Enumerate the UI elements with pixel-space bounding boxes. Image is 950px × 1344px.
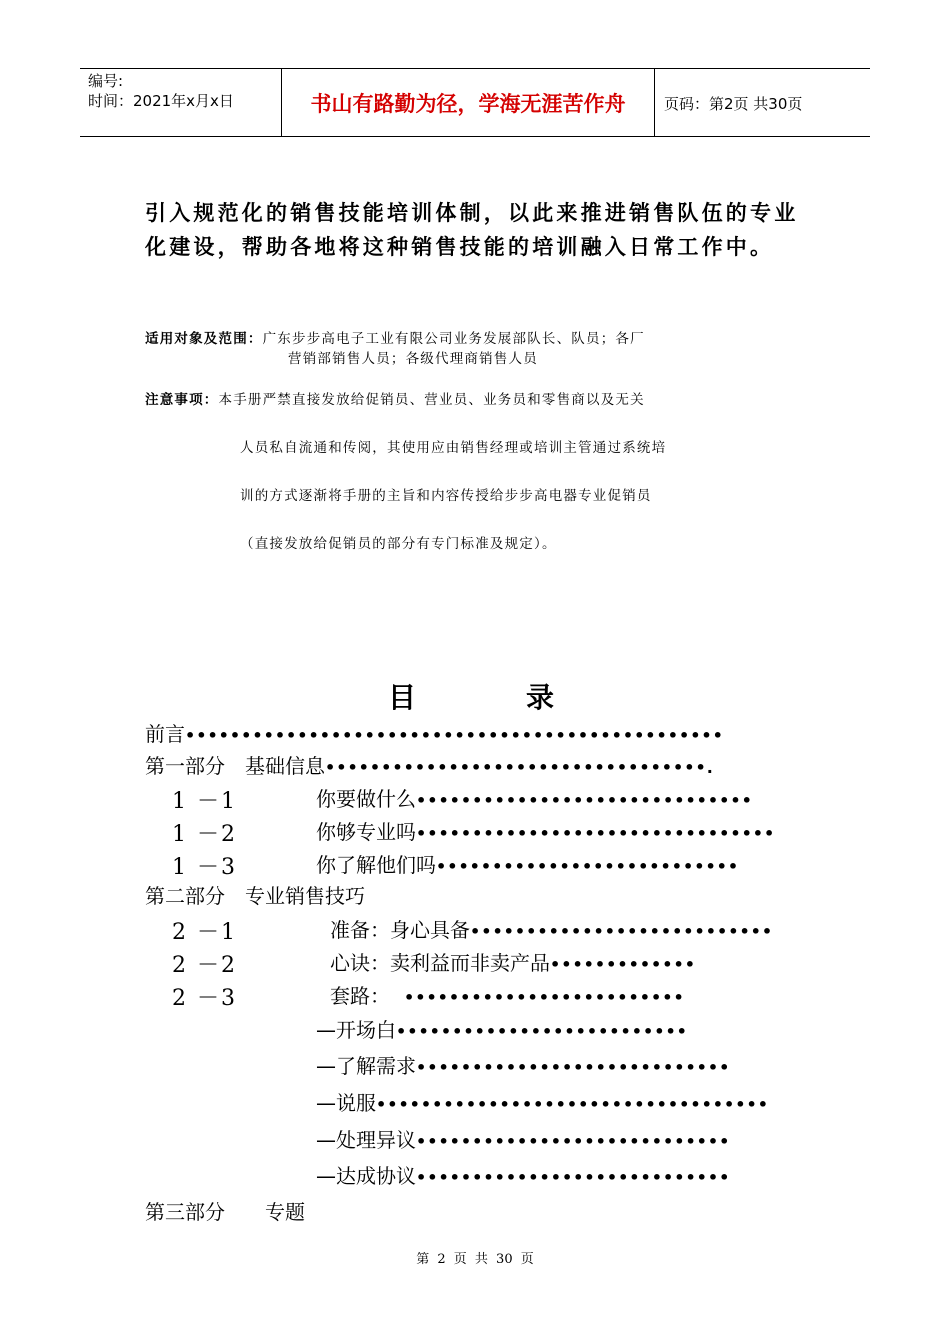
notice-label: 注意事项： <box>145 392 219 408</box>
scope-line-1 <box>145 327 645 347</box>
toc-leader-dots: ••••••••••••••••••••••••••• <box>470 922 774 941</box>
toc-item[interactable] <box>316 851 739 879</box>
toc-leader-dots: •••••••••••••••••••••••••••••••••••••••••••••••• <box>185 726 724 745</box>
toc-item[interactable] <box>316 1016 688 1044</box>
toc-item[interactable] <box>330 916 773 944</box>
toc-item-number: 1 －2 <box>172 822 237 847</box>
toc-item-number: 2 －1 <box>172 920 237 945</box>
toc-item-label: 第二部分 专业销售技巧 <box>145 884 365 908</box>
toc-leader-dots: ••••••••••••••••••••••••• <box>404 988 685 1007</box>
header-divider-2 <box>654 68 655 136</box>
notice-line-1 <box>145 388 645 408</box>
toc-item-number: 1 －3 <box>172 855 237 880</box>
toc-leader-dots: ••••••••••••••••••••••••••••••••••. <box>325 758 714 777</box>
scope-label: 适用对象及范围： <box>145 331 263 347</box>
toc-item-label: —达成协议 <box>316 1164 416 1188</box>
toc-item-label: 套路： <box>330 984 390 1008</box>
toc-item[interactable] <box>316 1052 730 1080</box>
header-top-rule <box>80 68 870 69</box>
toc-leader-dots: •••••••••••••••••••••••••••• <box>416 1132 731 1151</box>
toc-item-number: 1 －1 <box>172 789 237 814</box>
toc-title-right: 录 <box>526 681 555 714</box>
toc-item-label: 准备：身心具备 <box>330 918 470 942</box>
toc-item-number: 2 －3 <box>172 986 237 1011</box>
toc-item[interactable] <box>145 752 714 780</box>
toc-leader-dots: •••••••••••••••••••••••••• <box>396 1022 688 1041</box>
toc-item[interactable] <box>316 1089 769 1117</box>
toc-leader-dots: •••••••••••••••••••••••••••••• <box>416 791 753 810</box>
toc-title-left: 目 <box>388 681 417 714</box>
toc-item-label: 心诀：卖利益而非卖产品 <box>330 951 550 975</box>
toc-item-label: 你了解他们吗 <box>316 853 436 877</box>
toc-leader-dots: ••••••••••••••••••••••••••• <box>436 857 740 876</box>
toc-item[interactable] <box>316 785 753 813</box>
toc-item-label: 第一部分 基础信息 <box>145 754 325 778</box>
toc-leader-dots: •••••••••••••••••••••••••••• <box>416 1058 731 1077</box>
toc-leader-dots: ••••••••••••• <box>550 955 696 974</box>
intro-paragraph: 引入规范化的销售技能培训体制，以此来推进销售队伍的专业化建设，帮助各地将这种销售技能的培训融入日常工作中。 <box>145 201 799 259</box>
toc-item[interactable] <box>145 720 724 748</box>
toc-leader-dots: •••••••••••••••••••••••••••• <box>416 1168 731 1187</box>
header-date-label: 时间：2021年x月x日 <box>88 92 234 110</box>
toc-item-label: —开场白 <box>316 1018 396 1042</box>
toc-item[interactable] <box>330 949 696 977</box>
notice-line-3: 训的方式逐渐将手册的主旨和内容传授给步步高电器专业促销员 <box>240 488 652 504</box>
toc-item[interactable] <box>145 1198 305 1226</box>
notice-text-1: 本手册严禁直接发放给促销员、营业员、业务员和零售商以及无关 <box>218 392 645 408</box>
header-motto: 书山有路勤为径，学海无涯苦作舟 <box>310 92 626 116</box>
toc-item-label: 前言 <box>145 722 185 746</box>
header-number-label: 编号: <box>88 72 124 90</box>
header-bottom-rule <box>80 136 870 137</box>
toc-item-label: 你要做什么 <box>316 787 416 811</box>
toc-item-number: 2 －2 <box>172 953 237 978</box>
toc-item-label: —了解需求 <box>316 1054 416 1078</box>
toc-item[interactable] <box>145 882 365 910</box>
toc-title <box>388 676 554 716</box>
toc-leader-dots: •••••••••••••••••••••••••••••••• <box>416 824 776 843</box>
toc-leader-dots: ••••••••••••••••••••••••••••••••••• <box>376 1095 769 1114</box>
header-page-info: 页码：第2页 共30页 <box>664 95 803 113</box>
toc-item-label: 第三部分 专题 <box>145 1200 305 1224</box>
toc-item[interactable] <box>316 1126 730 1154</box>
toc-item[interactable] <box>316 818 775 846</box>
page-footer: 第 2 页 共 30 页 <box>416 1252 534 1267</box>
toc-item[interactable] <box>316 1162 730 1190</box>
notice-line-2: 人员私自流通和传阅，其使用应由销售经理或培训主管通过系统培 <box>240 440 667 456</box>
scope-line-2: 营销部销售人员；各级代理商销售人员 <box>288 351 538 367</box>
toc-item[interactable] <box>330 982 685 1010</box>
scope-text-1: 广东步步高电子工业有限公司业务发展部队长、队员；各厂 <box>262 331 645 347</box>
notice-line-4: （直接发放给促销员的部分有专门标准及规定）。 <box>240 536 557 552</box>
toc-item-label: 你够专业吗 <box>316 820 416 844</box>
toc-item-label: —处理异议 <box>316 1128 416 1152</box>
toc-item-label: —说服 <box>316 1091 376 1115</box>
